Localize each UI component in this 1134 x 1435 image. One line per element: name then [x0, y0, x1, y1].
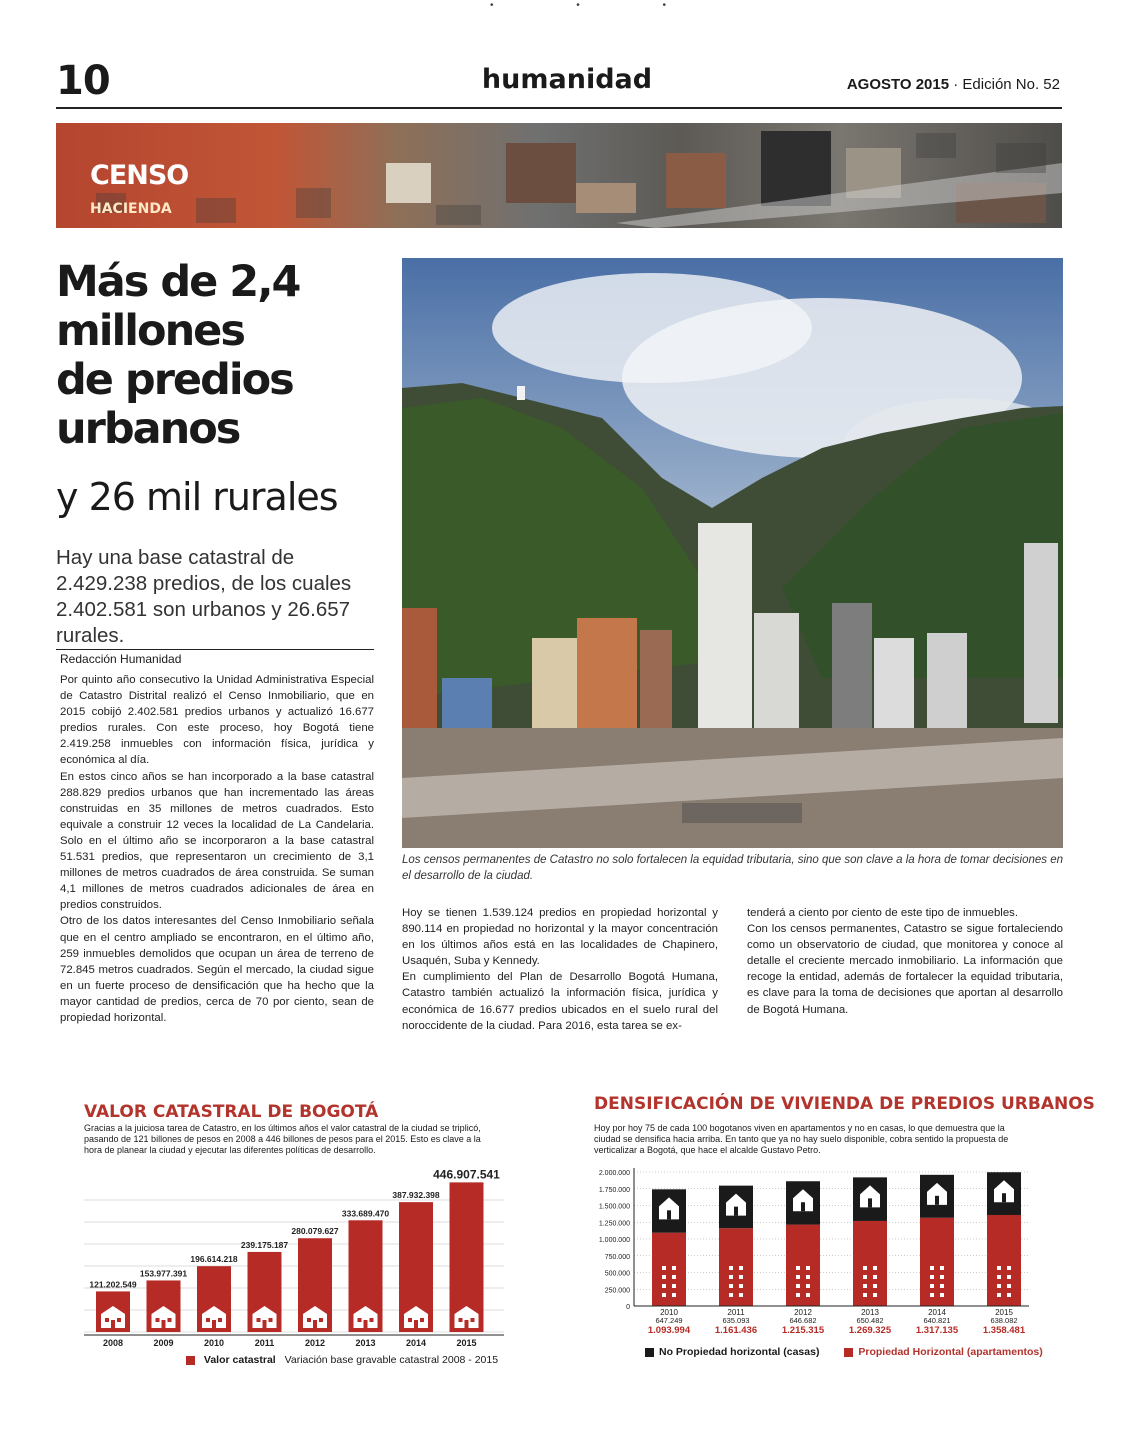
data-label-casas: 650.482 — [856, 1316, 884, 1325]
paragraph: tenderá a ciento por ciento de este tipo de inmuebles. — [747, 907, 1019, 919]
header-rule — [56, 107, 1062, 109]
headline — [56, 258, 396, 454]
apartment-window — [1007, 1266, 1011, 1270]
byline-rule — [56, 649, 374, 650]
y-tick-label: 0 — [626, 1304, 630, 1311]
legend-swatch-casas — [645, 1348, 654, 1357]
paragraph: Hoy se tienen 1.539.124 predios en propiedad horizontal y 890.114 en propiedad no horizontal y la mayor concentración en los últimos años está en las localidades de Chapinero, Usaquén, Suba y Kennedy. — [402, 907, 718, 968]
house-window — [105, 1318, 109, 1322]
legend-swatch — [186, 1356, 195, 1365]
apartment-window — [940, 1275, 944, 1279]
house-door — [212, 1320, 216, 1328]
data-label-apartamentos: 1.093.994 — [647, 1325, 691, 1336]
chart-1-title: VALOR CATASTRAL DE BOGOTÁ — [84, 1102, 379, 1122]
house-window — [358, 1318, 362, 1322]
chart-2-densificacion — [584, 1162, 1034, 1342]
apartment-window — [997, 1284, 1001, 1288]
x-tick-label: 2011 — [254, 1338, 275, 1348]
apartment-window — [863, 1293, 867, 1297]
x-tick-label: 2008 — [102, 1338, 124, 1348]
data-label-apartamentos: 1.317.135 — [915, 1325, 959, 1336]
house-door — [801, 1202, 805, 1211]
x-tick-label: 2011 — [727, 1308, 745, 1317]
house-window — [471, 1318, 475, 1322]
y-tick-label: 1.750.000 — [598, 1186, 630, 1194]
apartment-window — [672, 1284, 676, 1288]
bar-apartamentos — [920, 1218, 954, 1306]
apartment-window — [806, 1293, 810, 1297]
data-label: 239.175.187 — [240, 1239, 289, 1250]
house-door — [734, 1207, 738, 1216]
house-window — [319, 1318, 323, 1322]
data-label: 446.907.541 — [433, 1167, 500, 1182]
apartment-window — [806, 1275, 810, 1279]
apartment-window — [662, 1293, 666, 1297]
house-door — [868, 1198, 872, 1207]
x-tick-label: 2015 — [995, 1308, 1013, 1317]
skyline-illustration — [402, 258, 1063, 848]
data-label-casas: 638.082 — [990, 1316, 1018, 1325]
article-column-3 — [747, 905, 1063, 1018]
y-tick-label: 1.000.000 — [598, 1237, 630, 1244]
bar-apartamentos — [786, 1225, 820, 1306]
bar-apartamentos — [987, 1215, 1021, 1306]
paragraph: En estos cinco años se han incorporado a la base catastral 288.829 predios urbanos que han incrementado las áreas construidas en 35 millones de metros cuadrados. Esto equivale a construir 12 veces la localidad de La Candelaria. Solo en el último año se incorporaron a la base catastral 51.531 predios, que representaron un crecimiento de 3,1 millones de metros cuadrados de área construida. Se suman 4,1 millones de metros cuadrados adicionales de área en predios construidos. — [60, 770, 374, 912]
data-label-casas: 640.821 — [923, 1316, 951, 1325]
apartment-window — [796, 1293, 800, 1297]
data-label: 153.977.391 — [139, 1268, 188, 1279]
apartment-window — [662, 1275, 666, 1279]
apartment-window — [672, 1293, 676, 1297]
article-column-1 — [60, 672, 374, 1026]
headline-line: Más de 2,4 — [56, 257, 300, 307]
banner-subtag: HACIENDA — [90, 201, 172, 217]
apartment-window — [739, 1266, 743, 1270]
apartment-window — [997, 1293, 1001, 1297]
x-tick-label: 2010 — [203, 1338, 225, 1348]
bar-apartamentos — [652, 1233, 686, 1306]
apartment-window — [863, 1284, 867, 1288]
data-label-casas: 635.093 — [722, 1316, 750, 1325]
y-tick-label: 2.000.000 — [598, 1170, 630, 1177]
data-label-apartamentos: 1.358.481 — [982, 1325, 1026, 1336]
data-label: 121.202.549 — [89, 1279, 137, 1290]
data-label: 387.932.398 — [392, 1190, 440, 1201]
apartment-window — [1007, 1275, 1011, 1279]
city-banner-image — [56, 123, 1062, 228]
chart-2-title: DENSIFICACIÓN DE VIVIENDA DE PREDIOS URBANOS — [594, 1094, 1095, 1114]
data-label: 280.079.627 — [291, 1226, 339, 1237]
house-door — [935, 1196, 939, 1205]
house-door — [414, 1320, 418, 1328]
apartment-window — [806, 1266, 810, 1270]
apartment-window — [662, 1284, 666, 1288]
apartment-window — [863, 1266, 867, 1270]
paragraph: Con los censos permanentes, Catastro se sigue fortaleciendo como un observatorio de ciudad, que monitorea y conoce al detalle el creciente mercado inmobiliario. La información que recoge la entidad, además de fortalecer la equidad tributaria, es clave para la toma de decisiones que aportan al desarrollo de Bogotá Humana. — [747, 923, 1063, 1016]
apartment-window — [672, 1275, 676, 1279]
headline-secondary: y 26 mil rurales — [56, 475, 338, 519]
apartment-window — [940, 1284, 944, 1288]
house-window — [168, 1318, 172, 1322]
headline-line: millones — [56, 306, 244, 356]
apartment-window — [1007, 1293, 1011, 1297]
house-window — [370, 1318, 374, 1322]
house-door — [263, 1320, 267, 1328]
apartment-window — [863, 1275, 867, 1279]
apartment-window — [729, 1266, 733, 1270]
bar-apartamentos — [719, 1228, 753, 1306]
house-door — [111, 1320, 115, 1328]
paragraph: Por quinto año consecutivo la Unidad Administrativa Especial de Catastro Distrital realizó el Censo Inmobiliario, que en 2015 cobijó 2.402.581 predios urbanos y actualizó 16.677 predios rurales. Con este proceso, hoy Bogotá tiene 2.419.258 inmuebles con información física, jurídica y económica al día. — [60, 674, 374, 767]
legend-label-casas: No Propiedad horizontal (casas) — [659, 1346, 820, 1358]
apartment-window — [873, 1275, 877, 1279]
apartment-window — [930, 1284, 934, 1288]
issue-info — [847, 76, 1060, 93]
apartment-window — [873, 1284, 877, 1288]
apartment-window — [796, 1266, 800, 1270]
x-tick-label: 2014 — [928, 1308, 946, 1317]
page-number: 10 — [56, 58, 110, 104]
house-window — [269, 1318, 273, 1322]
x-tick-label: 2010 — [660, 1308, 678, 1317]
x-tick-label: 2015 — [456, 1338, 477, 1348]
x-tick-label: 2009 — [153, 1338, 174, 1348]
legend-swatch-apartamentos — [844, 1348, 853, 1357]
legend-note: Variación base gravable catastral 2008 - 2015 — [284, 1354, 499, 1366]
house-window — [117, 1318, 121, 1322]
article-column-2 — [402, 905, 718, 1034]
headline-line: de predios — [56, 355, 293, 405]
apartment-window — [940, 1293, 944, 1297]
y-tick-label: 1.500.000 — [598, 1203, 630, 1211]
legend-label: Valor catastral — [203, 1354, 276, 1366]
banner-tag: CENSO — [90, 160, 189, 191]
bar-apartamentos — [853, 1221, 887, 1306]
article-deck: Hay una base catastral de 2.429.238 predios, de los cuales 2.402.581 son urbanos y 26.657 rurales. — [56, 546, 352, 647]
chart-1-description: Gracias a la juiciosa tarea de Catastro, en los últimos años el valor catastral de la ciudad se triplicó, pasando de 121 billones de pesos en 2008 a 446 billones de pesos para el 2015. Esto es clave a la hora de planear la ciudad y ejecutar las diferentes políticas de desarrollo. — [84, 1123, 481, 1155]
data-label: 333.689.470 — [341, 1208, 390, 1219]
apartment-window — [672, 1266, 676, 1270]
house-door — [465, 1320, 469, 1328]
apartment-window — [729, 1284, 733, 1288]
x-tick-label: 2012 — [304, 1338, 326, 1348]
print-marks: • • • — [490, 0, 707, 11]
apartment-window — [930, 1275, 934, 1279]
x-tick-label: 2013 — [355, 1338, 376, 1348]
y-tick-label: 1.250.000 — [598, 1220, 630, 1228]
apartment-window — [873, 1266, 877, 1270]
x-tick-label: 2012 — [794, 1308, 812, 1317]
apartment-window — [662, 1266, 666, 1270]
data-label-apartamentos: 1.161.436 — [714, 1325, 758, 1336]
house-door — [313, 1320, 317, 1328]
house-window — [206, 1318, 210, 1322]
apartment-window — [729, 1275, 733, 1279]
house-door — [162, 1320, 166, 1328]
chart-1-legend — [186, 1354, 498, 1366]
bogota-skyline-photo — [402, 258, 1063, 848]
house-door — [364, 1320, 368, 1328]
issue-edition: · Edición No. 52 — [953, 76, 1060, 93]
paragraph: Otro de los datos interesantes del Censo Inmobiliario señala que en el centro ampliado se encontraron, en el último año, 259 inmuebles demolidos que ocupan un área de terreno de 72.845 metros cuadrados. Según el mercado, la ciudad sigue en un fuerte proceso de densificación que ha hecho que la mayor cantidad de predios, cerca de 70 por ciento, sean de propiedad horizontal. — [60, 915, 374, 1024]
house-door — [667, 1210, 671, 1219]
data-label: 196.614.218 — [190, 1254, 238, 1265]
headline-line: urbanos — [56, 404, 240, 454]
paragraph: En cumplimiento del Plan de Desarrollo Bogotá Humana, Catastro también actualizó la información física, jurídica y económica de 16.677 predios ubicados en el suelo rural del noroccidente de la ciudad. Para 2016, esta tarea se ex- — [402, 971, 718, 1032]
x-tick-label: 2013 — [861, 1308, 879, 1317]
apartment-window — [806, 1284, 810, 1288]
section-title: humanidad — [481, 64, 653, 95]
y-tick-label: 750.000 — [604, 1253, 630, 1261]
apartment-window — [940, 1266, 944, 1270]
y-tick-label: 250.000 — [604, 1287, 630, 1295]
apartment-window — [1007, 1284, 1011, 1288]
house-window — [156, 1318, 160, 1322]
apartment-window — [796, 1275, 800, 1279]
y-tick-label: 500.000 — [604, 1270, 630, 1278]
apartment-window — [930, 1266, 934, 1270]
chart-2-legend — [645, 1346, 1043, 1358]
chart-2-description: Hoy por hoy 75 de cada 100 bogotanos viven en apartamentos y no en casas, lo que demuestra que la ciudad se densifica hacia arriba. En tanto que ya no hay suelo disponible, cobra sentido la propuesta de verticalizar a Bogotá, que hace el alcalde Gustavo Petro. — [594, 1123, 1009, 1155]
apartment-window — [997, 1275, 1001, 1279]
issue-date: AGOSTO 2015 — [846, 76, 950, 93]
apartment-window — [796, 1284, 800, 1288]
apartment-window — [997, 1266, 1001, 1270]
house-window — [257, 1318, 261, 1322]
legend-label-apartamentos: Propiedad Horizontal (apartamentos) — [858, 1346, 1043, 1358]
apartment-window — [930, 1293, 934, 1297]
house-window — [459, 1318, 463, 1322]
chart-1-valor-catastral — [84, 1160, 504, 1350]
apartment-window — [739, 1284, 743, 1288]
apartment-window — [739, 1293, 743, 1297]
house-window — [218, 1318, 222, 1322]
photo-caption: Los censos permanentes de Catastro no solo fortalecen la equidad tributaria, sino que son clave a la hora de tomar decisiones en el desarrollo de la ciudad. — [402, 854, 1064, 882]
data-label-casas: 646.682 — [789, 1316, 817, 1325]
x-tick-label: 2014 — [405, 1338, 427, 1348]
data-label-casas: 647.249 — [655, 1316, 683, 1325]
apartment-window — [739, 1275, 743, 1279]
apartment-window — [873, 1293, 877, 1297]
banner-cityscape — [56, 123, 1062, 228]
data-label-apartamentos: 1.269.325 — [848, 1325, 892, 1336]
house-door — [1002, 1193, 1006, 1202]
house-window — [420, 1318, 424, 1322]
byline: Redacción Humanidad — [60, 652, 182, 666]
data-label-apartamentos: 1.215.315 — [781, 1325, 825, 1336]
house-window — [408, 1318, 412, 1322]
apartment-window — [729, 1293, 733, 1297]
house-window — [307, 1318, 311, 1322]
